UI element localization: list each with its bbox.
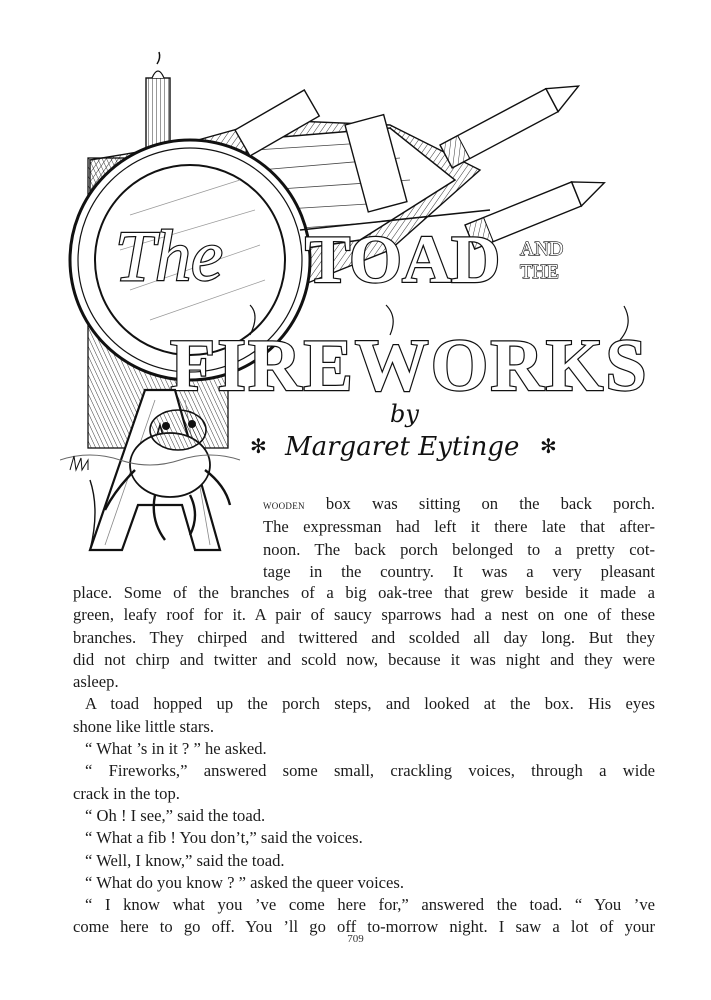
body-line: crack in the top. (73, 783, 180, 803)
story-body (73, 582, 655, 939)
title-the-small: THE (520, 261, 559, 283)
body-line: “ What a fib ! You don’t,” said the voices. (85, 828, 363, 848)
body-line: “ Oh ! I see,” said the toad. (85, 805, 266, 825)
page-number: 709 (347, 933, 364, 945)
body-line: asleep. (73, 672, 119, 692)
title-toad: TOAD (305, 221, 501, 297)
body-line: branches. They chirped and twittered and scolded all day long. But they (73, 627, 655, 647)
body-line: “ What ’s in it ? ” he asked. (85, 739, 267, 759)
author-name: Margaret Eytinge (285, 432, 520, 462)
title-the: The (115, 216, 223, 296)
intro-line-3: noon. The back porch belonged to a pretty cot- (263, 539, 655, 559)
body-line: “ What do you know ? ” asked the queer voices. (85, 872, 405, 892)
body-line: shone like little stars. (73, 716, 215, 736)
flourish-left-icon: ✻ (250, 436, 267, 458)
intro-line-2: The expressman had left it there late that after- (263, 517, 655, 537)
intro-line-text: box was sitting on the back porch. (304, 494, 655, 513)
body-line: green, leafy roof for it. A pair of saucy sparrows had a nest on one of these (73, 605, 655, 625)
body-line: did not chirp and twitter and scold now, because it was night and they were (73, 649, 655, 669)
body-line: A toad hopped up the porch steps, and looked at the box. His eyes (85, 694, 655, 714)
small-caps-lead: wooden (263, 497, 305, 512)
title-and: AND (520, 238, 564, 260)
intro-paragraph (263, 493, 655, 583)
title-illustration (60, 50, 660, 560)
body-line: “ Well, I know,” said the toad. (85, 850, 285, 870)
intro-line-4: tage in the country. It was a very pleasant (263, 561, 655, 581)
body-line: come here to go off. You ’ll go off to-morrow night. I saw a lot of your (73, 917, 655, 937)
body-line: place. Some of the branches of a big oak-tree that grew beside it made a (73, 583, 655, 602)
body-line: “ Fireworks,” answered some small, crackling voices, through a wide (85, 761, 655, 781)
flourish-right-icon: ✻ (540, 436, 557, 458)
title-fireworks: FIREWORKS (170, 325, 649, 407)
body-line: “ I know what you ’ve come here for,” answered the toad. “ You ’ve (85, 895, 655, 915)
intro-line-1 (263, 493, 655, 516)
byline-by: by (390, 400, 419, 428)
